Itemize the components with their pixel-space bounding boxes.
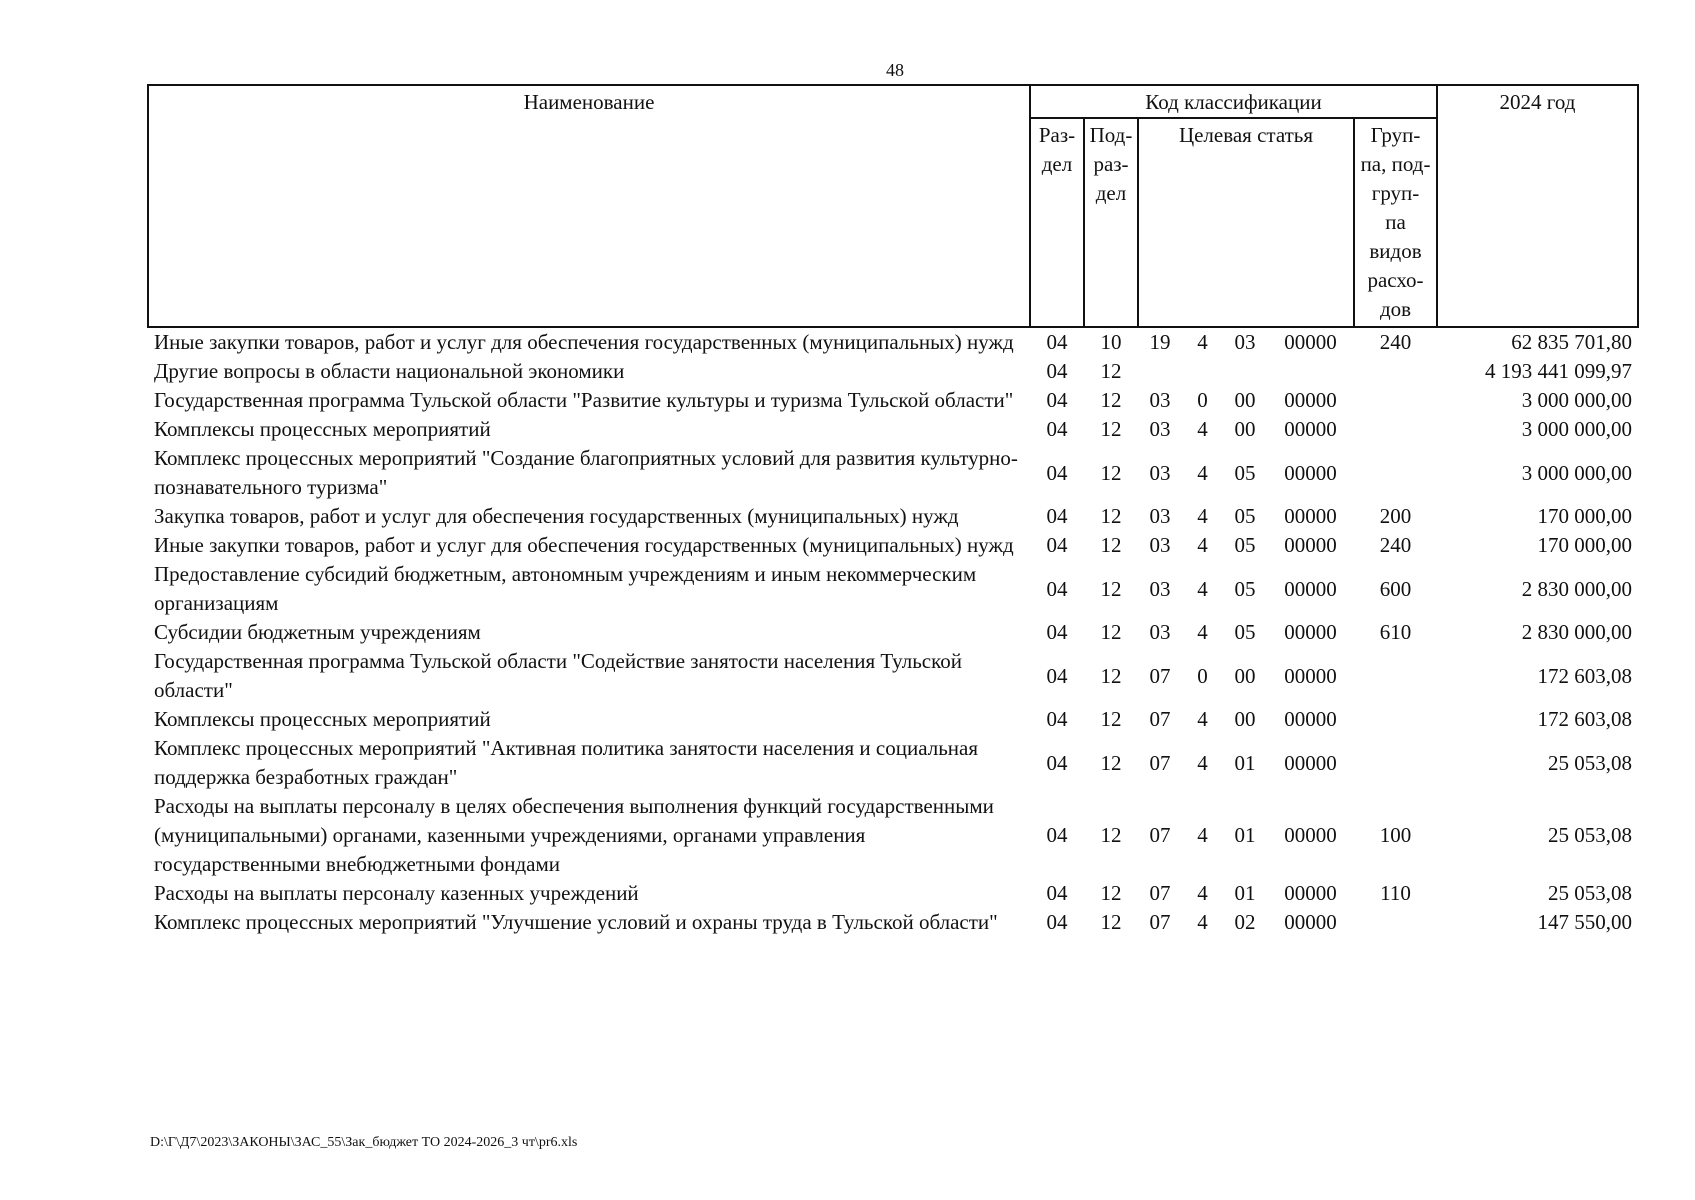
- row-target-subprogram: 05: [1234, 620, 1256, 644]
- row-target-subprogram: 00: [1234, 388, 1256, 412]
- row-amount: 170 000,00: [1537, 504, 1633, 528]
- row-expense-group: [1354, 415, 1437, 444]
- row-expense-group: [1354, 647, 1437, 705]
- table-row: [148, 705, 1638, 734]
- row-expense-group: [1354, 705, 1437, 734]
- row-razdel: 04: [1046, 620, 1068, 644]
- header-podrazdel-line: дел: [1095, 181, 1127, 205]
- header-group-line: Груп-: [1370, 123, 1421, 147]
- row-razdel: 04: [1046, 910, 1068, 934]
- row-target-type: 4: [1197, 881, 1208, 905]
- row-target-type: 4: [1197, 707, 1208, 731]
- row-target-subprogram: 05: [1234, 460, 1256, 485]
- header-razdel-line: дел: [1041, 152, 1073, 176]
- row-expense-group: [1354, 908, 1437, 937]
- table-row: [148, 647, 1638, 705]
- table-row: [148, 415, 1638, 444]
- row-expense-group: 600: [1379, 576, 1412, 601]
- row-razdel: 04: [1046, 823, 1068, 847]
- row-expense-group: 100: [1379, 823, 1412, 847]
- table-row: [148, 908, 1638, 937]
- row-amount: 62 835 701,80: [1511, 330, 1633, 354]
- row-target-type: 4: [1197, 417, 1208, 441]
- table-row: [148, 444, 1638, 502]
- row-target-program: 07: [1149, 663, 1171, 688]
- page-number: 48: [886, 60, 904, 80]
- row-target-program: 03: [1149, 388, 1171, 412]
- row-target-direction: 00000: [1284, 620, 1337, 644]
- row-podrazdel: 12: [1100, 504, 1122, 528]
- row-name: Предоставление субсидий бюджетным, автономным учреждениям и иным некоммерческим организациям: [154, 562, 977, 615]
- row-target-type: 0: [1197, 663, 1208, 688]
- row-expense-group: 240: [1379, 533, 1412, 557]
- row-podrazdel: 12: [1100, 417, 1122, 441]
- row-target-direction: 00000: [1284, 707, 1337, 731]
- row-target-direction: 00000: [1284, 823, 1337, 847]
- row-razdel: 04: [1046, 881, 1068, 905]
- row-podrazdel: 12: [1100, 388, 1122, 412]
- row-expense-group: [1354, 386, 1437, 415]
- row-expense-group: 610: [1379, 620, 1412, 644]
- row-razdel: 04: [1046, 504, 1068, 528]
- header-podrazdel-line: раз-: [1093, 152, 1129, 176]
- row-amount: 3 000 000,00: [1521, 460, 1633, 485]
- row-target-subprogram: 03: [1234, 330, 1256, 354]
- row-target-subprogram: 02: [1234, 910, 1256, 934]
- table-row: [148, 502, 1638, 531]
- row-name: Иные закупки товаров, работ и услуг для обеспечения государственных (муниципальных) нужд: [154, 330, 1014, 354]
- row-amount: 3 000 000,00: [1521, 417, 1633, 441]
- row-target-program: 07: [1149, 881, 1171, 905]
- row-amount: 147 550,00: [1537, 910, 1633, 934]
- row-expense-group: 110: [1380, 881, 1411, 905]
- row-target-type: 4: [1197, 504, 1208, 528]
- row-target-type: 4: [1197, 576, 1208, 601]
- row-expense-group: 200: [1379, 504, 1412, 528]
- table-row: [148, 879, 1638, 908]
- row-target-direction: 00000: [1284, 910, 1337, 934]
- row-target-direction: 00000: [1284, 533, 1337, 557]
- row-target-direction: 00000: [1284, 388, 1337, 412]
- row-name: Государственная программа Тульской области "Содействие занятости населения Тульской области": [154, 649, 962, 702]
- row-name: Расходы на выплаты персоналу в целях обеспечения выполнения функций государственными (муниципальными) органами, казенными учреждениями, органами управления государственными внебюджетными фондами: [154, 794, 994, 876]
- row-razdel: 04: [1046, 460, 1068, 485]
- row-target-subprogram: [1223, 357, 1267, 386]
- row-podrazdel: 10: [1100, 330, 1122, 354]
- row-target-subprogram: 01: [1234, 750, 1256, 775]
- row-target-direction: 00000: [1284, 330, 1337, 354]
- row-target-direction: 00000: [1284, 504, 1337, 528]
- row-target-direction: 00000: [1284, 417, 1337, 441]
- row-target-subprogram: 01: [1234, 881, 1256, 905]
- row-amount: 170 000,00: [1537, 533, 1633, 557]
- file-path-footer: D:\Г\Д7\2023\ЗАКОНЫ\ЗАС_55\Зак_бюджет ТО 2024-2026_3 чт\pr6.xls: [150, 1135, 578, 1150]
- row-name: Комплекс процессных мероприятий "Улучшение условий и охраны труда в Тульской области": [154, 910, 998, 934]
- row-target-subprogram: 01: [1234, 823, 1256, 847]
- row-target-program: 03: [1149, 460, 1171, 485]
- row-target-type: 4: [1197, 533, 1208, 557]
- row-name: Закупка товаров, работ и услуг для обеспечения государственных (муниципальных) нужд: [154, 504, 959, 528]
- header-razdel-line: Раз-: [1038, 123, 1076, 147]
- header-group-line: видов: [1369, 239, 1422, 263]
- row-razdel: 04: [1046, 707, 1068, 731]
- row-name: Расходы на выплаты персоналу казенных учреждений: [154, 881, 639, 905]
- table-row: [148, 792, 1638, 879]
- row-amount: 25 053,08: [1548, 881, 1633, 905]
- row-name: Субсидии бюджетным учреждениям: [154, 620, 481, 644]
- row-name: Комплексы процессных мероприятий: [154, 417, 491, 441]
- row-target-type: 4: [1197, 460, 1208, 485]
- row-amount: 172 603,08: [1537, 707, 1633, 731]
- header-group-line: па: [1385, 210, 1406, 234]
- row-razdel: 04: [1046, 330, 1068, 354]
- row-target-direction: [1267, 357, 1354, 386]
- row-target-direction: 00000: [1284, 460, 1337, 485]
- table-row: [148, 357, 1638, 386]
- row-podrazdel: 12: [1100, 576, 1122, 601]
- row-razdel: 04: [1046, 417, 1068, 441]
- table-row: [148, 327, 1638, 357]
- header-podrazdel-line: Под-: [1089, 123, 1133, 147]
- row-target-program: 03: [1149, 576, 1171, 601]
- row-target-direction: 00000: [1284, 881, 1337, 905]
- row-target-program: [1138, 357, 1182, 386]
- table-row: [148, 734, 1638, 792]
- row-target-subprogram: 05: [1234, 533, 1256, 557]
- row-name: Иные закупки товаров, работ и услуг для обеспечения государственных (муниципальных) нужд: [154, 533, 1014, 557]
- row-target-type: 4: [1197, 910, 1208, 934]
- row-podrazdel: 12: [1100, 620, 1122, 644]
- row-target-direction: 00000: [1284, 750, 1337, 775]
- row-target-type: 4: [1197, 750, 1208, 775]
- row-expense-group: [1354, 734, 1437, 792]
- table-header: [148, 85, 1638, 327]
- header-target: Целевая статья: [1138, 118, 1354, 327]
- row-target-type: [1182, 357, 1223, 386]
- row-target-program: 03: [1149, 533, 1171, 557]
- row-podrazdel: 12: [1100, 663, 1122, 688]
- row-razdel: 04: [1046, 663, 1068, 688]
- row-podrazdel: 12: [1100, 460, 1122, 485]
- row-target-direction: 00000: [1284, 576, 1337, 601]
- table-row: [148, 531, 1638, 560]
- row-amount: 2 830 000,00: [1521, 620, 1633, 644]
- row-target-program: 07: [1149, 750, 1171, 775]
- header-group: [1354, 118, 1437, 327]
- row-podrazdel: 12: [1100, 359, 1122, 383]
- row-expense-group: 240: [1379, 330, 1412, 354]
- header-group-line: дов: [1379, 297, 1412, 321]
- row-expense-group: [1354, 357, 1437, 386]
- row-podrazdel: 12: [1100, 881, 1122, 905]
- row-expense-group: [1354, 444, 1437, 502]
- row-razdel: 04: [1046, 359, 1068, 383]
- row-amount: 3 000 000,00: [1521, 388, 1633, 412]
- row-podrazdel: 12: [1100, 707, 1122, 731]
- row-razdel: 04: [1046, 388, 1068, 412]
- table-body: [148, 327, 1638, 937]
- row-target-program: 19: [1149, 330, 1171, 354]
- row-target-program: 03: [1149, 417, 1171, 441]
- table-row: [148, 618, 1638, 647]
- row-amount: 25 053,08: [1548, 823, 1633, 847]
- row-target-type: 0: [1197, 388, 1208, 412]
- header-year: 2024 год: [1437, 85, 1638, 327]
- row-amount: 172 603,08: [1537, 663, 1633, 688]
- row-target-type: 4: [1197, 620, 1208, 644]
- header-group-line: груп-: [1371, 181, 1420, 205]
- row-target-subprogram: 05: [1234, 576, 1256, 601]
- budget-table: [147, 84, 1639, 937]
- row-target-type: 4: [1197, 330, 1208, 354]
- header-group-line: па, под-: [1360, 152, 1431, 176]
- row-target-type: 4: [1197, 823, 1208, 847]
- row-amount: 4 193 441 099,97: [1485, 359, 1633, 383]
- row-name: Комплекс процессных мероприятий "Создание благоприятных условий для развития культурно-познавательного туризма": [154, 446, 1018, 499]
- row-target-program: 07: [1149, 910, 1171, 934]
- header-podrazdel: [1084, 118, 1138, 327]
- row-amount: 25 053,08: [1548, 750, 1633, 775]
- row-podrazdel: 12: [1100, 823, 1122, 847]
- row-amount: 2 830 000,00: [1521, 576, 1633, 601]
- row-target-program: 07: [1149, 707, 1171, 731]
- row-name: Другие вопросы в области национальной экономики: [154, 359, 625, 383]
- row-target-direction: 00000: [1284, 663, 1337, 688]
- row-target-program: 03: [1149, 620, 1171, 644]
- row-podrazdel: 12: [1100, 533, 1122, 557]
- row-razdel: 04: [1046, 750, 1068, 775]
- row-target-program: 03: [1149, 504, 1171, 528]
- row-target-subprogram: 05: [1234, 504, 1256, 528]
- header-name: Наименование: [148, 85, 1030, 327]
- row-target-subprogram: 00: [1234, 417, 1256, 441]
- row-podrazdel: 12: [1100, 910, 1122, 934]
- row-razdel: 04: [1046, 576, 1068, 601]
- table-row: [148, 386, 1638, 415]
- header-group-line: расхо-: [1367, 268, 1424, 292]
- row-name: Комплексы процессных мероприятий: [154, 707, 491, 731]
- row-name: Комплекс процессных мероприятий "Активная политика занятости населения и социальная поддержка безработных граждан": [154, 736, 978, 789]
- row-razdel: 04: [1046, 533, 1068, 557]
- row-target-program: 07: [1149, 823, 1171, 847]
- header-razdel: [1030, 118, 1084, 327]
- row-target-subprogram: 00: [1234, 663, 1256, 688]
- row-podrazdel: 12: [1100, 750, 1122, 775]
- row-target-subprogram: 00: [1234, 707, 1256, 731]
- header-code-group: Код классификации: [1030, 85, 1437, 118]
- row-name: Государственная программа Тульской области "Развитие культуры и туризма Тульской области": [154, 388, 1014, 412]
- table-row: [148, 560, 1638, 618]
